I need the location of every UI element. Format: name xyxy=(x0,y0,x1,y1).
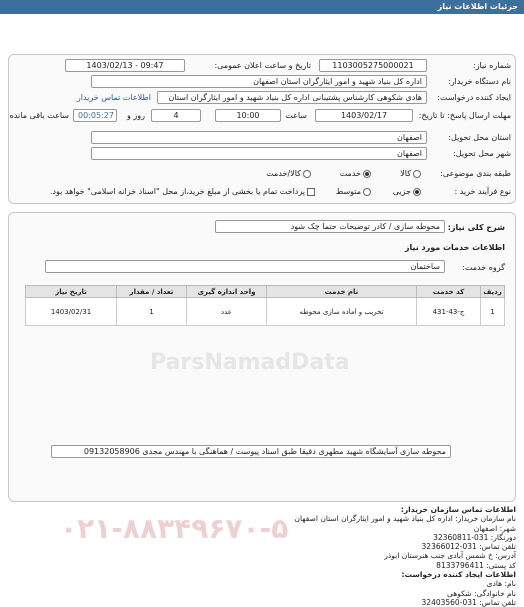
need-number-field[interactable]: 1103005275000021 xyxy=(319,59,427,72)
table-header-row xyxy=(26,286,505,298)
buyer-org: نام سازمان خریدار: اداره کل بنیاد شهید و امور ایثارگران استان اصفهان xyxy=(294,514,516,524)
col-qty-header: تعداد / مقدار xyxy=(117,286,187,298)
need-number-row xyxy=(13,59,511,73)
services-title: اطلاعات خدمات مورد نیاز xyxy=(404,243,505,252)
radio-icon xyxy=(363,188,371,196)
summary-label: شرح کلی نیاز: xyxy=(447,223,505,232)
creator-info-heading: اطلاعات ایجاد کننده درخواست: xyxy=(401,570,516,580)
option-label: متوسط xyxy=(335,187,361,196)
province-label: استان محل تحویل: xyxy=(448,133,511,142)
creator-first-name: نام: هادی xyxy=(486,579,516,589)
col-date-header: تاریخ نیاز xyxy=(26,286,117,298)
category-service-option[interactable] xyxy=(340,169,371,178)
treasury-checkbox[interactable] xyxy=(50,187,315,196)
buyer-contact-link[interactable]: اطلاعات تماس خریدار xyxy=(76,93,151,102)
radio-selected-icon xyxy=(363,170,371,178)
cell-code: ج-43-431 xyxy=(417,298,481,326)
services-table xyxy=(25,285,505,326)
creator-label: ایجاد کننده درخواست: xyxy=(437,93,511,102)
time-label: ساعت xyxy=(285,111,307,120)
category-goods-option[interactable] xyxy=(400,169,421,178)
group-field[interactable]: ساختمان xyxy=(45,260,445,273)
creator-phone: تلفن تماس: 031-32403560 xyxy=(421,597,516,607)
deadline-label: مهلت ارسال پاسخ: تا تاریخ: xyxy=(418,111,511,120)
buyer-city: شهر: اصفهان xyxy=(473,523,516,533)
need-details-panel xyxy=(8,54,516,204)
checkbox-icon xyxy=(307,188,315,196)
col-name-header: نام خدمت xyxy=(267,286,417,298)
watermark-phone: ۰۲۱-۸۸۳۴۹۶۷۰-۵ xyxy=(60,512,289,545)
announce-field[interactable]: 1403/02/13 - 09:47 xyxy=(65,59,185,72)
announce-label: تاریخ و ساعت اعلان عمومی: xyxy=(214,61,311,70)
radio-icon xyxy=(303,170,311,178)
city-field[interactable]: اصفهان xyxy=(91,147,427,160)
city-row xyxy=(13,147,511,161)
buyer-postal: کد پستی: 8133796411 xyxy=(436,560,516,570)
cell-date: 1403/02/31 xyxy=(26,298,117,326)
watermark-site: ParsNamadData xyxy=(150,350,350,375)
cell-qty: 1 xyxy=(117,298,187,326)
category-label: طبقه بندی موضوعی: xyxy=(440,169,511,178)
option-label: جزیی xyxy=(392,187,411,196)
buyer-phone: تلفن تماس: 031-32366012 xyxy=(421,542,516,552)
city-label: شهر محل تحویل: xyxy=(453,149,511,158)
radio-icon xyxy=(413,170,421,178)
payment-note: پرداخت تمام یا بخشی از مبلغ خرید،از محل "اسناد خزانه اسلامی" خواهد بود. xyxy=(49,187,305,196)
buyer-address: آدرس: خ شمس آبادی جنب هنرستان ابوذر xyxy=(384,551,516,561)
buyer-info-heading: اطلاعات تماس سازمان خریدار: xyxy=(400,505,516,514)
process-row xyxy=(13,185,511,199)
category-row xyxy=(13,167,511,181)
col-row-header: ردیف xyxy=(481,286,505,298)
buyer-row xyxy=(13,75,511,89)
province-row xyxy=(13,131,511,145)
deadline-date-field[interactable]: 1403/02/17 xyxy=(315,109,413,122)
table-row[interactable] xyxy=(26,298,505,326)
deadline-time-field[interactable]: 10:00 xyxy=(215,109,281,122)
province-field[interactable]: اصفهان xyxy=(91,131,427,144)
page-title: جزئیات اطلاعات نیاز xyxy=(0,0,524,14)
cell-row: 1 xyxy=(481,298,505,326)
summary-field[interactable]: محوطه سازی / کادر توضیحات حتما چک شود xyxy=(215,220,445,233)
days-label: روز و xyxy=(127,111,145,120)
process-small-option[interactable] xyxy=(393,187,421,196)
group-label: گروه خدمت: xyxy=(462,263,505,272)
description-field[interactable]: محوطه سازی آسایشگاه شهید مطهری دقیقا طبق اسناد پیوست / هماهنگی با مهندس مجدی 09132058906 xyxy=(51,445,451,458)
creator-field[interactable]: هادی شکوهی کارشناس پشتیبانی اداره کل بنیاد شهید و امور ایثارگران استان xyxy=(157,91,427,104)
creator-row xyxy=(13,91,511,105)
buyer-contact-info xyxy=(294,505,516,607)
deadline-row xyxy=(9,109,511,123)
remaining-label: ساعت باقی مانده xyxy=(9,111,69,120)
option-label: کالا xyxy=(400,169,411,178)
col-unit-header: واحد اندازه گیری xyxy=(187,286,267,298)
col-code-header: کد خدمت xyxy=(417,286,481,298)
category-goods-service-option[interactable] xyxy=(266,169,311,178)
creator-last-name: نام خانوادگی: شکوهی xyxy=(447,588,516,598)
buyer-fax: دورنگار: 031-32360811 xyxy=(433,532,516,542)
remaining-field[interactable]: 00:05:27 xyxy=(73,109,117,122)
process-label: نوع فرآیند خرید : xyxy=(454,187,511,196)
option-label: خدمت xyxy=(339,169,361,178)
buyer-label: نام دستگاه خریدار: xyxy=(448,77,511,86)
days-field[interactable]: 4 xyxy=(151,109,201,122)
process-medium-option[interactable] xyxy=(336,187,371,196)
buyer-field[interactable]: اداره کل بنیاد شهید و امور ایثارگران استان اصفهان xyxy=(91,75,427,88)
radio-selected-icon xyxy=(413,188,421,196)
cell-name: تخریب و اماده سازی محوطه xyxy=(267,298,417,326)
need-number-label: شماره نیاز: xyxy=(473,61,511,70)
option-label: کالا/خدمت xyxy=(266,169,301,178)
cell-unit: عدد xyxy=(187,298,267,326)
